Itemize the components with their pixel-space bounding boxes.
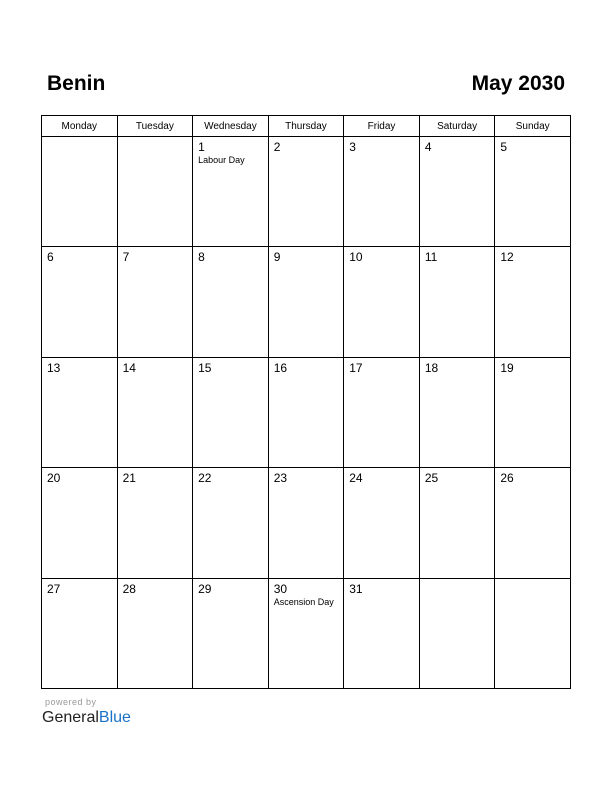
empty-day-cell (495, 578, 571, 688)
day-number: 15 (198, 360, 212, 375)
empty-day-cell (42, 137, 118, 247)
day-number: 14 (122, 360, 136, 375)
day-cell (117, 357, 193, 467)
day-cell (117, 468, 193, 578)
day-cell (193, 578, 269, 688)
powered-by-text: powered by (45, 697, 97, 707)
day-number: 4 (424, 140, 432, 154)
day-cell (344, 578, 420, 688)
day-number: 2 (273, 140, 281, 154)
empty-day-cell (419, 578, 495, 688)
day-number: 30 (273, 581, 288, 596)
country-title: Benin (47, 72, 106, 95)
day-number: 11 (424, 250, 438, 265)
holiday-label: Labour Day (198, 155, 245, 165)
weekday-header: Thursday (268, 116, 344, 137)
day-number: 28 (122, 581, 136, 596)
weekday-header: Monday (42, 116, 118, 137)
day-number: 7 (122, 250, 130, 265)
day-cell (268, 578, 344, 688)
week-row (42, 357, 571, 467)
day-cell (419, 357, 495, 467)
day-number: 20 (47, 471, 61, 486)
day-number (42, 137, 117, 140)
day-cell (419, 137, 495, 247)
day-number: 13 (47, 360, 61, 375)
day-number (420, 579, 495, 582)
day-number: 26 (500, 471, 514, 486)
day-cell (344, 247, 420, 357)
day-number: 10 (349, 250, 363, 265)
day-number: 3 (349, 140, 356, 154)
day-number: 19 (500, 360, 514, 375)
day-number: 31 (349, 581, 363, 596)
calendar-grid (41, 115, 571, 689)
day-number: 21 (122, 471, 136, 486)
day-cell (193, 137, 269, 247)
day-number: 1 (198, 140, 205, 154)
day-number: 22 (198, 471, 212, 486)
day-number (118, 137, 193, 140)
day-cell (117, 247, 193, 357)
day-cell (42, 247, 118, 357)
empty-day-cell (117, 137, 193, 247)
day-cell (495, 357, 571, 467)
weekday-header: Saturday (419, 116, 495, 137)
day-number: 18 (424, 360, 439, 375)
day-number: 24 (349, 471, 363, 486)
holiday-label: Ascension Day (273, 596, 334, 607)
month-title: May 2030 (471, 72, 565, 95)
week-row (42, 137, 571, 247)
day-number: 29 (198, 581, 212, 596)
day-cell (193, 247, 269, 357)
day-number: 27 (47, 581, 61, 596)
day-number: 9 (273, 250, 281, 265)
week-row (42, 468, 571, 578)
day-number: 6 (47, 250, 54, 265)
day-number (495, 579, 570, 582)
weekday-header: Wednesday (193, 116, 269, 137)
day-number: 16 (273, 360, 288, 375)
day-cell (495, 137, 571, 247)
weekday-header: Tuesday (117, 116, 193, 137)
logo-blue-text: Blue (98, 709, 131, 726)
weekday-header-row (42, 116, 571, 137)
day-number: 8 (198, 250, 205, 265)
day-cell (344, 137, 420, 247)
day-cell (193, 468, 269, 578)
day-number: 25 (424, 471, 439, 486)
day-number: 23 (273, 471, 288, 486)
week-row (42, 578, 571, 688)
weekday-header: Sunday (495, 116, 571, 137)
day-cell (344, 468, 420, 578)
day-cell (268, 468, 344, 578)
generalblue-logo (42, 709, 131, 727)
day-cell (268, 137, 344, 247)
day-cell (419, 247, 495, 357)
day-cell (268, 357, 344, 467)
day-number: 12 (500, 250, 514, 265)
weekday-header: Friday (344, 116, 420, 137)
day-cell (419, 468, 495, 578)
day-cell (344, 357, 420, 467)
day-cell (117, 578, 193, 688)
day-cell (42, 468, 118, 578)
day-cell (495, 468, 571, 578)
day-cell (268, 247, 344, 357)
day-number: 5 (500, 140, 508, 154)
day-cell (42, 357, 118, 467)
logo-general-text: General (42, 709, 99, 726)
week-row (42, 247, 571, 357)
day-cell (495, 247, 571, 357)
day-cell (42, 578, 118, 688)
day-cell (193, 357, 269, 467)
day-number: 17 (349, 360, 363, 375)
